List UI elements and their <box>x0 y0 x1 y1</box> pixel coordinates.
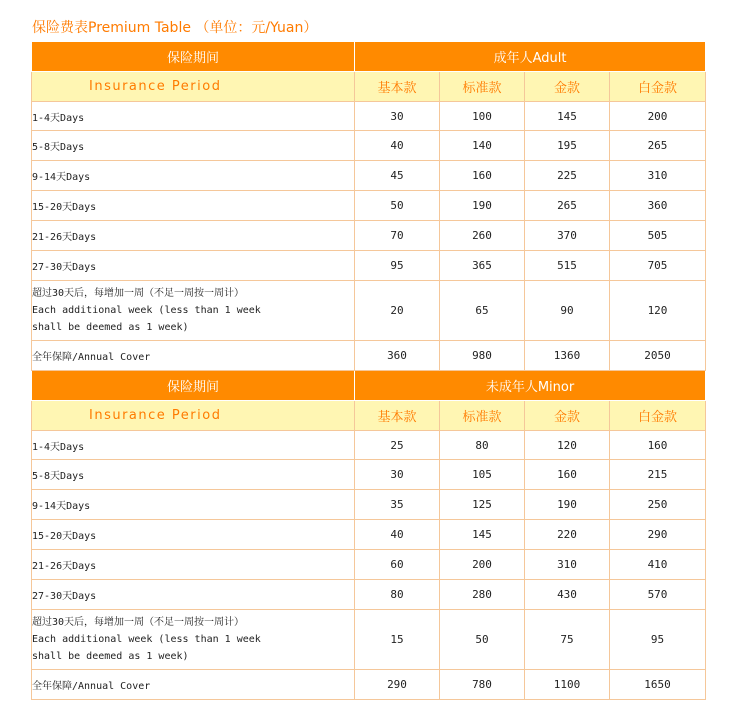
period-line: 全年保障/Annual Cover <box>32 352 151 363</box>
period-line: Each additional week (less than 1 week <box>32 634 261 645</box>
period-line: 超过30天后，每增加一周（不足一周按一周计） <box>32 288 245 299</box>
period-line: 9-14天Days <box>32 172 91 183</box>
group-header-row <box>32 371 706 401</box>
premium-value-cell: 40 <box>355 131 440 161</box>
table-row <box>32 580 706 610</box>
insurance-period-header: Insurance Period <box>32 72 355 102</box>
plan-header: 基本款 <box>355 401 440 431</box>
period-cell <box>32 670 355 700</box>
premium-value-cell: 2050 <box>610 341 706 371</box>
period-cell <box>32 580 355 610</box>
table-row <box>32 161 706 191</box>
table-row <box>32 431 706 460</box>
premium-value-cell: 145 <box>525 102 610 131</box>
premium-value-cell: 95 <box>355 251 440 281</box>
table-row <box>32 610 706 670</box>
period-line: Each additional week (less than 1 week <box>32 305 261 316</box>
premium-value-cell: 265 <box>610 131 706 161</box>
premium-value-cell: 160 <box>610 431 706 460</box>
period-cell <box>32 460 355 490</box>
premium-value-cell: 105 <box>440 460 525 490</box>
premium-value-cell: 160 <box>440 161 525 191</box>
premium-value-cell: 25 <box>355 431 440 460</box>
period-cell <box>32 102 355 131</box>
period-cell <box>32 131 355 161</box>
premium-value-cell: 125 <box>440 490 525 520</box>
period-line: 15-20天Days <box>32 202 97 213</box>
premium-value-cell: 200 <box>610 102 706 131</box>
period-line: 5-8天Days <box>32 471 85 482</box>
premium-value-cell: 70 <box>355 221 440 251</box>
period-cell <box>32 610 355 670</box>
period-line: 27-30天Days <box>32 262 97 273</box>
premium-value-cell: 1100 <box>525 670 610 700</box>
period-line: 15-20天Days <box>32 531 97 542</box>
premium-value-cell: 15 <box>355 610 440 670</box>
group-header-row <box>32 42 706 72</box>
premium-value-cell: 80 <box>440 431 525 460</box>
premium-value-cell: 120 <box>525 431 610 460</box>
premium-value-cell: 265 <box>525 191 610 221</box>
plan-header: 金款 <box>525 72 610 102</box>
premium-value-cell: 220 <box>525 520 610 550</box>
period-cell <box>32 520 355 550</box>
table-caption: 保险费表Premium Table （单位：元/Yuan） <box>32 20 318 36</box>
plan-header: 白金款 <box>610 72 706 102</box>
premium-value-cell: 250 <box>610 490 706 520</box>
premium-value-cell: 190 <box>440 191 525 221</box>
period-line: 21-26天Days <box>32 561 97 572</box>
premium-value-cell: 280 <box>440 580 525 610</box>
premium-value-cell: 215 <box>610 460 706 490</box>
plan-header: 金款 <box>525 401 610 431</box>
premium-value-cell: 50 <box>355 191 440 221</box>
period-line: 9-14天Days <box>32 501 91 512</box>
premium-value-cell: 40 <box>355 520 440 550</box>
premium-value-cell: 95 <box>610 610 706 670</box>
premium-value-cell: 160 <box>525 460 610 490</box>
premium-value-cell: 290 <box>355 670 440 700</box>
premium-value-cell: 35 <box>355 490 440 520</box>
period-cell <box>32 281 355 341</box>
period-cell <box>32 191 355 221</box>
table-row <box>32 221 706 251</box>
period-header: 保险期间 <box>32 371 355 401</box>
premium-value-cell: 30 <box>355 102 440 131</box>
premium-value-cell: 780 <box>440 670 525 700</box>
period-line: shall be deemed as 1 week) <box>32 651 189 662</box>
plan-header: 白金款 <box>610 401 706 431</box>
premium-value-cell: 705 <box>610 251 706 281</box>
premium-value-cell: 430 <box>525 580 610 610</box>
premium-value-cell: 200 <box>440 550 525 580</box>
period-line: 1-4天Days <box>32 112 85 124</box>
premium-value-cell: 90 <box>525 281 610 341</box>
plan-header: 基本款 <box>355 72 440 102</box>
premium-value-cell: 45 <box>355 161 440 191</box>
period-line: 27-30天Days <box>32 591 97 602</box>
premium-value-cell: 80 <box>355 580 440 610</box>
plan-header-row <box>32 401 706 431</box>
premium-value-cell: 120 <box>610 281 706 341</box>
table-row <box>32 191 706 221</box>
premium-value-cell: 190 <box>525 490 610 520</box>
table-row <box>32 251 706 281</box>
premium-value-cell: 225 <box>525 161 610 191</box>
premium-value-cell: 140 <box>440 131 525 161</box>
premium-table <box>31 41 706 700</box>
premium-value-cell: 100 <box>440 102 525 131</box>
premium-value-cell: 515 <box>525 251 610 281</box>
premium-value-cell: 195 <box>525 131 610 161</box>
period-line: 全年保障/Annual Cover <box>32 681 151 692</box>
table-row <box>32 490 706 520</box>
period-cell <box>32 550 355 580</box>
table-row <box>32 131 706 161</box>
premium-value-cell: 145 <box>440 520 525 550</box>
table-row <box>32 102 706 131</box>
premium-value-cell: 410 <box>610 550 706 580</box>
group-title: 未成年人Minor <box>355 371 706 401</box>
premium-value-cell: 365 <box>440 251 525 281</box>
period-line: shall be deemed as 1 week) <box>32 322 189 333</box>
premium-value-cell: 60 <box>355 550 440 580</box>
period-cell <box>32 221 355 251</box>
premium-value-cell: 310 <box>525 550 610 580</box>
premium-value-cell: 30 <box>355 460 440 490</box>
table-row <box>32 520 706 550</box>
period-line: 5-8天Days <box>32 142 85 153</box>
plan-header-row <box>32 72 706 102</box>
plan-header: 标准款 <box>440 401 525 431</box>
premium-value-cell: 370 <box>525 221 610 251</box>
period-cell <box>32 341 355 371</box>
period-cell <box>32 431 355 460</box>
premium-value-cell: 570 <box>610 580 706 610</box>
group-title: 成年人Adult <box>355 42 706 72</box>
table-row <box>32 341 706 371</box>
premium-value-cell: 310 <box>610 161 706 191</box>
premium-value-cell: 1650 <box>610 670 706 700</box>
premium-value-cell: 980 <box>440 341 525 371</box>
table-row <box>32 460 706 490</box>
table-row <box>32 670 706 700</box>
premium-value-cell: 360 <box>355 341 440 371</box>
premium-value-cell: 20 <box>355 281 440 341</box>
period-line: 21-26天Days <box>32 232 97 243</box>
premium-value-cell: 260 <box>440 221 525 251</box>
premium-value-cell: 505 <box>610 221 706 251</box>
period-line: 1-4天Days <box>32 441 85 453</box>
premium-value-cell: 360 <box>610 191 706 221</box>
table-row <box>32 281 706 341</box>
premium-value-cell: 75 <box>525 610 610 670</box>
period-header: 保险期间 <box>32 42 355 72</box>
period-cell <box>32 251 355 281</box>
insurance-period-header: Insurance Period <box>32 401 355 431</box>
premium-value-cell: 290 <box>610 520 706 550</box>
premium-table-body <box>32 42 706 700</box>
period-cell <box>32 161 355 191</box>
premium-value-cell: 65 <box>440 281 525 341</box>
premium-value-cell: 1360 <box>525 341 610 371</box>
period-cell <box>32 490 355 520</box>
plan-header: 标准款 <box>440 72 525 102</box>
period-line: 超过30天后，每增加一周（不足一周按一周计） <box>32 617 245 628</box>
table-row <box>32 550 706 580</box>
premium-value-cell: 50 <box>440 610 525 670</box>
